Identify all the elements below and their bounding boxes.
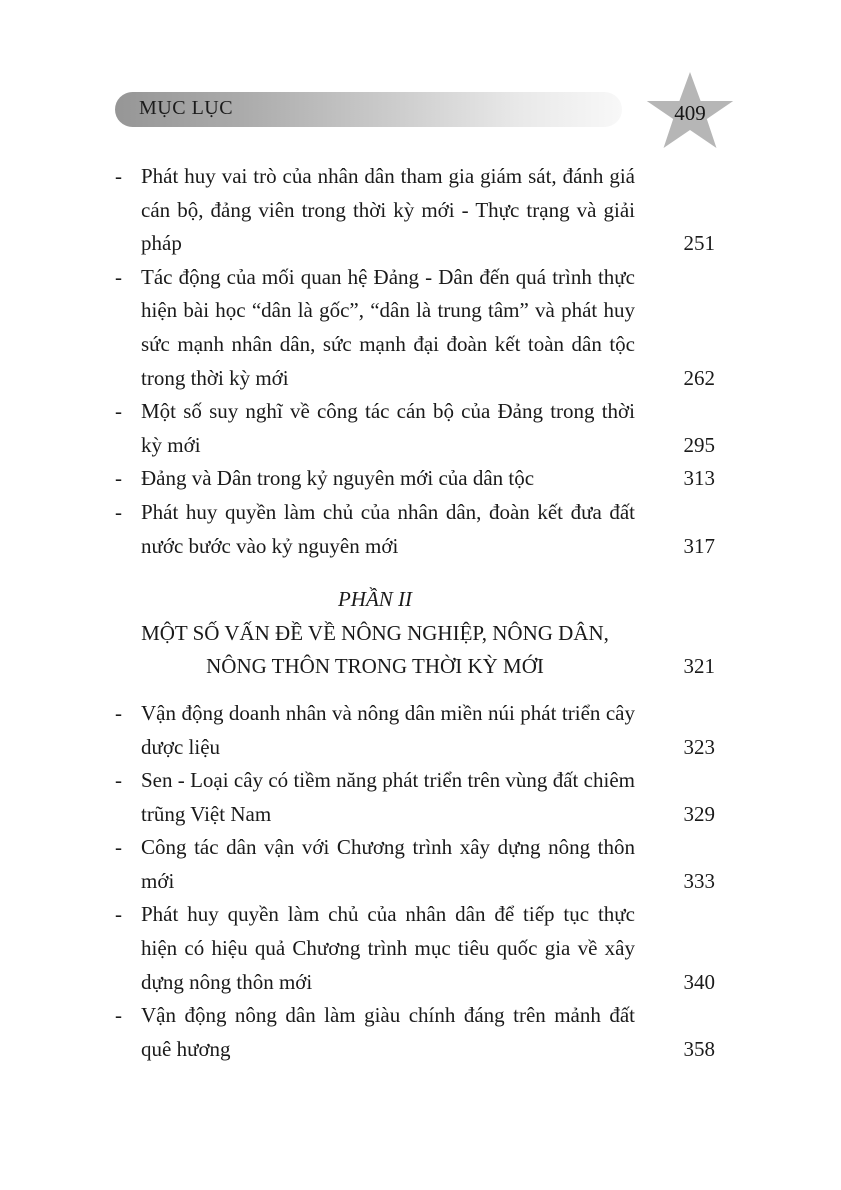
toc-entry [115,395,715,462]
entry-title: Một số suy nghĩ về công tác cán bộ của Đảng trong thời kỳ mới [141,399,635,457]
page-number: 409 [674,101,706,125]
toc-entry [115,831,715,898]
section-heading [115,583,715,684]
page-number-star [645,72,735,156]
entry-title: Phát huy quyền làm chủ của nhân dân, đoàn kết đưa đất nước bước vào kỷ nguyên mới [141,499,635,558]
entry-dash: - [115,466,122,491]
entry-dash: - [115,264,122,289]
section-page-number: 321 [683,654,715,679]
entry-page-number: 317 [683,533,715,558]
entry-dash: - [115,768,122,793]
entry-dash: - [115,1003,122,1028]
entry-page-number: 262 [683,365,715,390]
entry-page-number: 340 [683,969,715,994]
entry-page-number: 313 [683,466,715,491]
entry-dash: - [115,499,122,524]
toc-entry [115,261,715,395]
entry-dash: - [115,399,122,424]
toc-entry [115,496,715,563]
toc-entry [115,462,715,496]
entry-title: Công tác dân vận với Chương trình xây dựng nông thôn mới [141,835,635,893]
section-part-label: PHẦN II [337,587,413,612]
toc-entry [115,999,715,1066]
entry-page-number: 251 [683,231,715,256]
entry-title: Sen - Loại cây có tiềm năng phát triển trên vùng đất chiêm trũng Việt Nam [141,768,635,826]
entry-dash: - [115,902,122,927]
entry-title: Vận động nông dân làm giàu chính đáng trên mảnh đất quê hương [141,1003,635,1061]
entry-dash: - [115,835,122,860]
entry-title: Vận động doanh nhân và nông dân miền núi phát triển cây dược liệu [141,700,635,759]
entry-page-number: 358 [683,1036,715,1061]
header-bar [115,92,622,127]
page-title: MỤC LỤC [139,97,234,119]
entry-title: Phát huy vai trò của nhân dân tham gia giám sát, đánh giá cán bộ, đảng viên trong thời kỳ mới - Thực trạng và giải pháp [141,164,635,256]
toc-part1-list [115,160,715,563]
toc-part2-list [115,697,715,1067]
entry-title: Đảng và Dân trong kỷ nguyên mới của dân tộc [141,466,535,491]
section-title-line2: NÔNG THÔN TRONG THỜI KỲ MỚI [206,654,544,679]
entry-page-number: 323 [683,734,715,759]
section-title-line1: MỘT SỐ VẤN ĐỀ VỀ NÔNG NGHIỆP, NÔNG DÂN, [141,620,609,645]
entry-title: Phát huy quyền làm chủ của nhân dân để tiếp tục thực hiện có hiệu quả Chương trình mục tiêu quốc gia về xây dựng nông thôn mới [141,902,635,994]
entry-title: Tác động của mối quan hệ Đảng - Dân đến quá trình thực hiện bài học “dân là gốc”, “dân là trung tâm” và phát huy sức mạnh nhân dân, sức mạnh đại đoàn kết toàn dân tộc trong thời kỳ mới [141,264,635,390]
entry-page-number: 329 [683,801,715,826]
toc-entry [115,697,715,764]
toc-entry [115,764,715,831]
toc-entry [115,898,715,999]
toc-entry [115,160,715,261]
entry-page-number: 333 [683,868,715,893]
entry-dash: - [115,700,122,725]
entry-dash: - [115,164,122,188]
toc-list [115,160,715,1066]
entry-page-number: 295 [683,432,715,457]
